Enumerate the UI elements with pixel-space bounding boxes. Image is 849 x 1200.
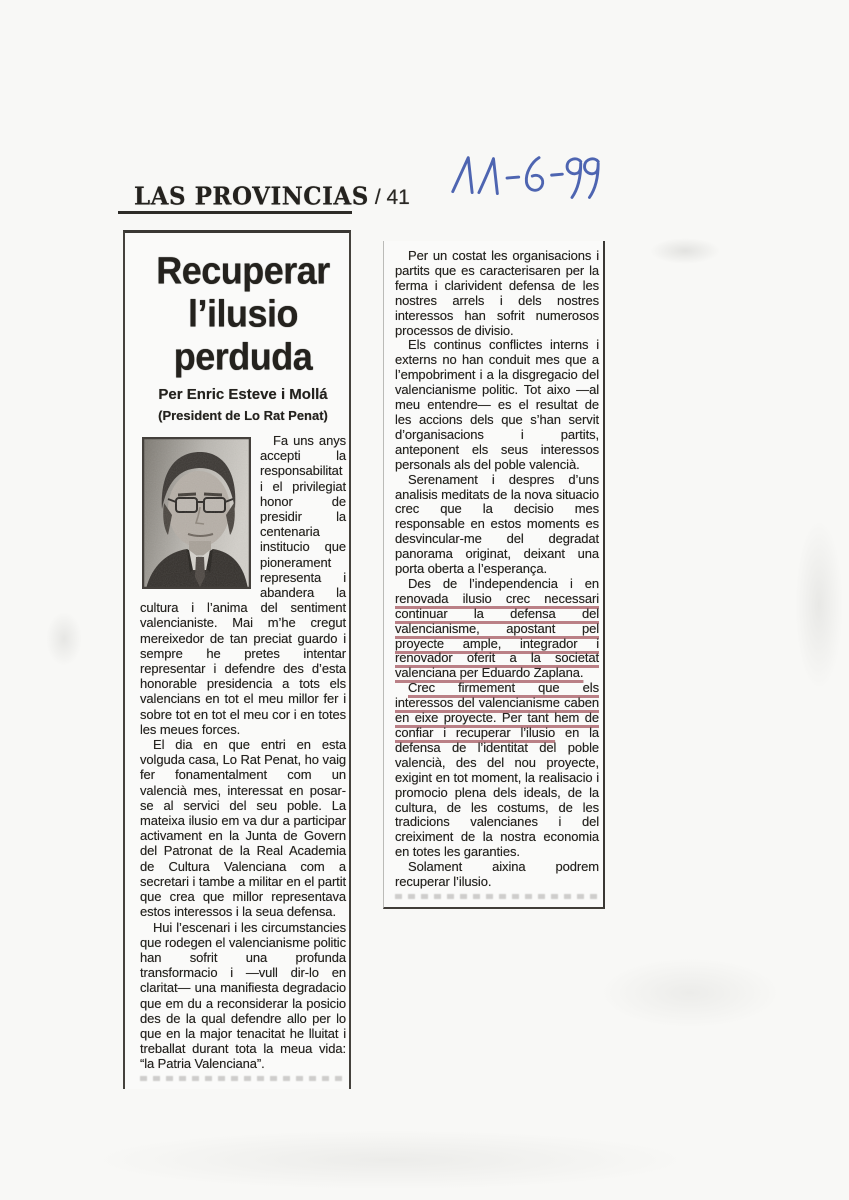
torn-edge <box>395 894 599 899</box>
masthead-rule <box>118 211 352 214</box>
paragraph-text: en la defensa de l’identitat del poble valencià, des del nou proyecte, exigint en tot moment, la realisacio i promocio plena dels ideals, de la cultura, de les costums, de les tradicions valencianes i del creiximent de la nostra economia en totes les garanties. <box>395 725 600 860</box>
scan-smudge <box>46 612 82 666</box>
title-line-3: perduda <box>173 335 313 379</box>
page-number: / 41 <box>374 186 410 209</box>
paragraph: Per un costat les organisacions i partits que es caracterisaren per la ferma i clarivident defensa de les nostres arrels i dels nostres interessos han sofrit numerosos processos de divisio. <box>395 248 599 338</box>
portrait-photo <box>142 437 251 589</box>
article-right-column <box>383 241 605 909</box>
scan-smudge <box>600 958 780 1028</box>
paragraph: Hui l’escenari i les circumstancies que rodegen el valencianisme politic han sofrit una profunda transformacio i —vull dir-lo en claritat— una manifiesta degradacio que em du a reconsiderar la posicio des de la qual defendre allo per lo que en la major tenacitat he lluitat i treballat durant tota la meua vida: “la Patria Valenciana”. <box>140 919 346 1072</box>
publication-name: LAS PROVINCIAS <box>134 182 369 211</box>
article-left-column <box>123 230 351 1089</box>
article-body-left <box>140 433 346 1081</box>
paragraph: Fa uns anys accepti la responsabilitat i el privilegiat honor de presidir la centenaria institucio que pionerament representa i abandera la cultura i l’anima del sentiment valencianiste. Mai m’he cregut mereixedor de tan preciat guardo i sempre he pretes intentar representar i defendre des d’esta honorable presidencia a tots els valencians en tot el meu millor fer i sobre tot en tot el meu cor i en totes les meues forces. <box>140 433 346 737</box>
paragraph: Solament aixina podrem recuperar l’ilusio. <box>395 859 599 890</box>
title-line-1: Recuperar <box>156 249 330 293</box>
torn-edge <box>140 1076 346 1081</box>
handwritten-date-ink <box>445 147 605 205</box>
paragraph: Els continus conflictes interns i externs no han conduit mes que a l’empobriment i a la disgregacio del valencianisme politic. Tot aixo —al meu entendre— es el resultat de les accions dels que s’han servit d’organisacions i partits, anteponent els seus interessos personals als del poble valencià. <box>395 337 599 472</box>
pink-underlined-text: Crec firmement que els interessos del valencianisme caben en eixe proyecte. Per tant hem de confiar i recuperar l’ilusio <box>395 680 599 740</box>
title-line-2: l’ilusio <box>187 292 298 336</box>
masthead <box>134 183 410 210</box>
paragraph: Serenament i despres d’uns analisis meditats de la nova situacio crec que la decisio mes responsable en estos moments es desvincular-me del degradat panorama originat, deixant una porta oberta a l’esperança. <box>395 471 599 577</box>
scan-smudge <box>650 238 720 264</box>
paragraph <box>395 577 599 681</box>
scan-smudge <box>795 520 843 690</box>
byline: Per Enric Esteve i Mollá <box>158 386 328 403</box>
article-title <box>140 249 346 378</box>
paragraph <box>395 681 599 860</box>
scan-smudge <box>90 1130 690 1190</box>
paragraph: El dia en que entri en esta volguda casa, Lo Rat Penat, ho vaig fer fonamentalment com un valencià mes, interessat en posar-se al servici del seu poble. La mateixa ilusio em va dur a participar activament en la Junta de Govern del Patronat de la Real Academia de Cultura Valenciana com a secretari i tambe a militar en el partit que crea que millor representava estos interessos i la seua defensa. <box>140 737 346 920</box>
byline-role: (President de Lo Rat Penat) <box>158 408 328 423</box>
pink-underlined-text: renovada ilusio crec necessari continuar la defensa del valencianisme, apostant pel proyecte ample, integrador i renovador oferit a la societat valenciana per Eduardo Zaplana. <box>395 590 599 681</box>
paragraph-text: Des de l’independencia i en <box>408 575 599 591</box>
handwritten-date <box>445 147 605 209</box>
